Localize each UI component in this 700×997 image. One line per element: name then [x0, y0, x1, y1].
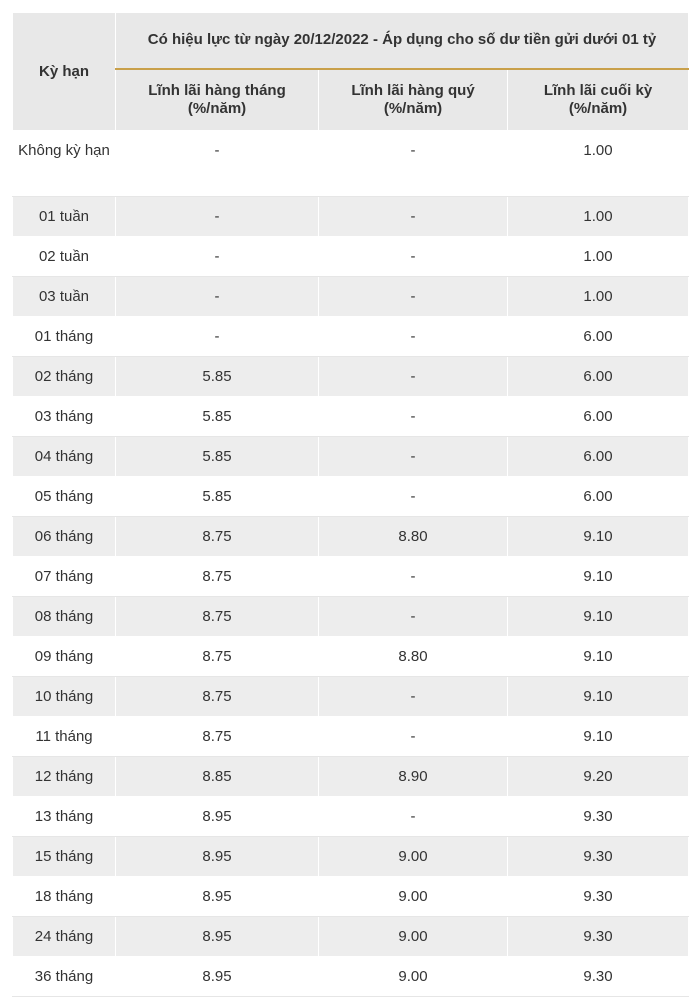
end-of-term-rate-cell: 9.30	[508, 957, 689, 997]
quarterly-rate-cell: 8.90	[319, 757, 508, 797]
end-of-term-rate-cell: 9.10	[508, 717, 689, 757]
quarterly-rate-cell: -	[319, 437, 508, 477]
monthly-rate-cell: 8.95	[116, 797, 319, 837]
monthly-rate-cell: 5.85	[116, 477, 319, 517]
table-row	[13, 557, 689, 597]
quarterly-rate-cell: -	[319, 677, 508, 717]
monthly-rate-cell: 8.95	[116, 957, 319, 997]
term-cell: 15 tháng	[13, 837, 116, 877]
monthly-rate-cell: 8.75	[116, 637, 319, 677]
monthly-rate-cell: 8.75	[116, 557, 319, 597]
monthly-rate-cell: -	[116, 131, 319, 197]
monthly-rate-cell: 5.85	[116, 397, 319, 437]
table-row	[13, 357, 689, 397]
quarterly-rate-cell: -	[319, 557, 508, 597]
term-column-header: Kỳ hạn	[13, 13, 116, 131]
table-row	[13, 677, 689, 717]
table-row	[13, 597, 689, 637]
end-of-term-rate-cell: 9.10	[508, 517, 689, 557]
monthly-rate-cell: 5.85	[116, 357, 319, 397]
end-of-term-rate-cell: 1.00	[508, 131, 689, 197]
table-row	[13, 717, 689, 757]
quarterly-rate-cell: -	[319, 131, 508, 197]
end-of-term-rate-cell: 6.00	[508, 477, 689, 517]
term-cell: 36 tháng	[13, 957, 116, 997]
table-row	[13, 637, 689, 677]
table-row	[13, 237, 689, 277]
monthly-interest-header: Lĩnh lãi hàng tháng (%/năm)	[116, 69, 319, 131]
quarterly-rate-cell: 8.80	[319, 517, 508, 557]
table-row	[13, 277, 689, 317]
term-cell: 09 tháng	[13, 637, 116, 677]
table-row	[13, 517, 689, 557]
quarterly-rate-cell: -	[319, 277, 508, 317]
term-cell: 03 tuần	[13, 277, 116, 317]
monthly-rate-cell: 8.85	[116, 757, 319, 797]
quarterly-rate-cell: -	[319, 197, 508, 237]
quarterly-rate-cell: 9.00	[319, 917, 508, 957]
end-of-term-rate-cell: 9.10	[508, 677, 689, 717]
term-cell: 18 tháng	[13, 877, 116, 917]
term-cell: 07 tháng	[13, 557, 116, 597]
term-cell: 06 tháng	[13, 517, 116, 557]
table-header	[13, 13, 689, 131]
interest-rate-table	[12, 12, 689, 997]
quarterly-rate-cell: -	[319, 597, 508, 637]
term-cell: 12 tháng	[13, 757, 116, 797]
end-of-term-rate-cell: 1.00	[508, 237, 689, 277]
table-row	[13, 917, 689, 957]
end-of-term-rate-cell: 6.00	[508, 437, 689, 477]
end-of-term-rate-cell: 6.00	[508, 357, 689, 397]
term-cell: 01 tuần	[13, 197, 116, 237]
quarterly-rate-cell: -	[319, 237, 508, 277]
term-cell: 02 tháng	[13, 357, 116, 397]
quarterly-rate-cell: -	[319, 397, 508, 437]
end-of-term-rate-cell: 1.00	[508, 277, 689, 317]
monthly-rate-cell: 8.75	[116, 597, 319, 637]
end-of-term-rate-cell: 9.30	[508, 837, 689, 877]
table-body	[13, 131, 689, 997]
quarterly-rate-cell: -	[319, 717, 508, 757]
quarterly-rate-cell: -	[319, 317, 508, 357]
quarterly-rate-cell: -	[319, 797, 508, 837]
quarterly-rate-cell: 9.00	[319, 957, 508, 997]
monthly-rate-cell: -	[116, 237, 319, 277]
monthly-rate-cell: 8.95	[116, 917, 319, 957]
effective-date-header: Có hiệu lực từ ngày 20/12/2022 - Áp dụng cho số dư tiền gửi dưới 01 tỷ	[116, 13, 689, 69]
monthly-rate-cell: -	[116, 197, 319, 237]
end-of-term-rate-cell: 6.00	[508, 397, 689, 437]
end-of-term-rate-cell: 9.30	[508, 877, 689, 917]
table-row	[13, 837, 689, 877]
table-row	[13, 797, 689, 837]
table-row	[13, 437, 689, 477]
term-cell: 04 tháng	[13, 437, 116, 477]
table-row	[13, 397, 689, 437]
quarterly-interest-header: Lĩnh lãi hàng quý (%/năm)	[319, 69, 508, 131]
term-cell: 02 tuần	[13, 237, 116, 277]
term-cell: Không kỳ hạn	[13, 131, 116, 197]
monthly-rate-cell: 8.95	[116, 837, 319, 877]
table-row	[13, 757, 689, 797]
quarterly-rate-cell: 9.00	[319, 877, 508, 917]
term-cell: 01 tháng	[13, 317, 116, 357]
term-cell: 05 tháng	[13, 477, 116, 517]
monthly-rate-cell: -	[116, 277, 319, 317]
end-of-term-interest-header: Lĩnh lãi cuối kỳ (%/năm)	[508, 69, 689, 131]
quarterly-rate-cell: 9.00	[319, 837, 508, 877]
end-of-term-rate-cell: 9.30	[508, 797, 689, 837]
term-cell: 24 tháng	[13, 917, 116, 957]
table-row	[13, 131, 689, 197]
quarterly-rate-cell: -	[319, 477, 508, 517]
table-row	[13, 317, 689, 357]
term-cell: 11 tháng	[13, 717, 116, 757]
quarterly-rate-cell: 8.80	[319, 637, 508, 677]
quarterly-rate-cell: -	[319, 357, 508, 397]
end-of-term-rate-cell: 9.10	[508, 637, 689, 677]
term-cell: 03 tháng	[13, 397, 116, 437]
end-of-term-rate-cell: 9.20	[508, 757, 689, 797]
end-of-term-rate-cell: 1.00	[508, 197, 689, 237]
table-row	[13, 957, 689, 997]
monthly-rate-cell: 8.75	[116, 717, 319, 757]
monthly-rate-cell: 8.75	[116, 517, 319, 557]
table-row	[13, 197, 689, 237]
end-of-term-rate-cell: 9.30	[508, 917, 689, 957]
table-row	[13, 877, 689, 917]
term-cell: 13 tháng	[13, 797, 116, 837]
monthly-rate-cell: -	[116, 317, 319, 357]
term-cell: 10 tháng	[13, 677, 116, 717]
end-of-term-rate-cell: 9.10	[508, 597, 689, 637]
monthly-rate-cell: 8.95	[116, 877, 319, 917]
monthly-rate-cell: 8.75	[116, 677, 319, 717]
end-of-term-rate-cell: 9.10	[508, 557, 689, 597]
monthly-rate-cell: 5.85	[116, 437, 319, 477]
table-row	[13, 477, 689, 517]
end-of-term-rate-cell: 6.00	[508, 317, 689, 357]
term-cell: 08 tháng	[13, 597, 116, 637]
